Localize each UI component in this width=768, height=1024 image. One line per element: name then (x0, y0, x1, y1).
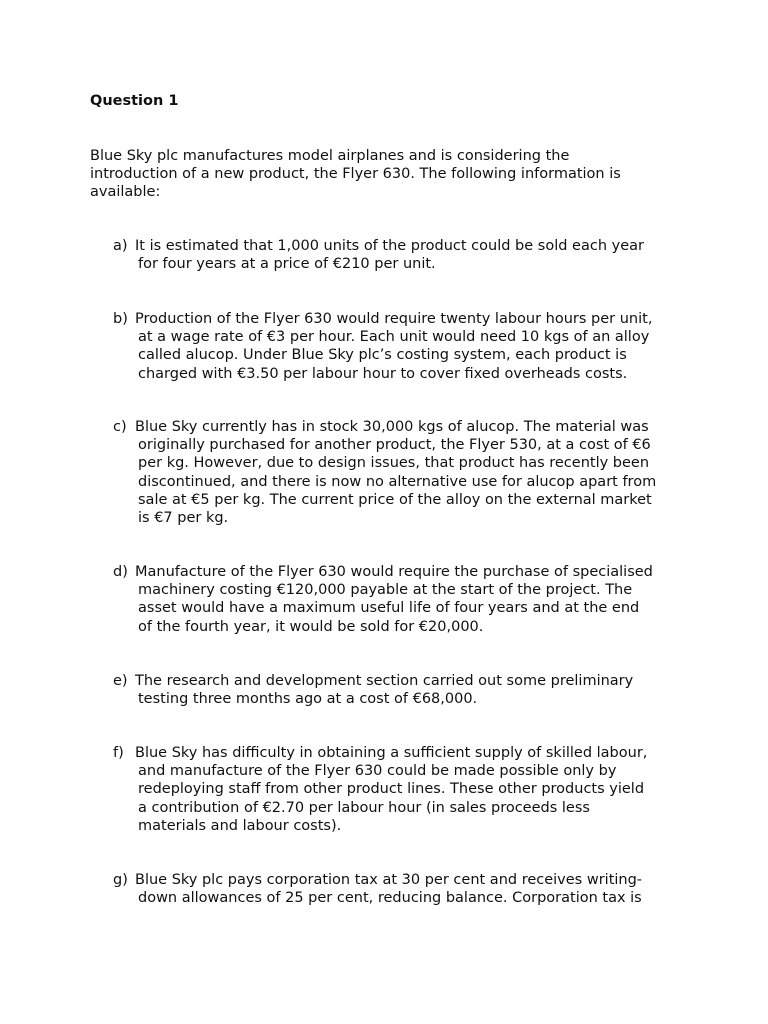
item-line: Blue Sky plc pays corporation tax at 30 per cent and receives writing- (135, 872, 643, 888)
item-line: for four years at a price of €210 per unit. (138, 256, 436, 273)
item-line: It is estimated that 1,000 units of the product could be sold each year (135, 238, 644, 254)
list-item-f (113, 744, 713, 835)
intro-line: Blue Sky plc manufactures model airplanes and is considering the (90, 148, 570, 164)
item-line: of the fourth year, it would be sold for €20,000. (138, 618, 484, 635)
item-line: per kg. However, due to design issues, that product has recently been (138, 455, 650, 472)
intro-paragraph (90, 147, 690, 202)
list-item-g (113, 871, 713, 907)
list-item-e (113, 672, 713, 708)
item-line: Blue Sky has difficulty in obtaining a sufficient supply of skilled labour, (135, 745, 648, 761)
item-line: a contribution of €2.70 per labour hour (in sales proceeds less (138, 799, 590, 816)
item-line: asset would have a maximum useful life of four years and at the end (138, 600, 640, 617)
intro-line: introduction of a new product, the Flyer 630. The following information is (90, 166, 621, 183)
item-line: machinery costing €120,000 payable at the start of the project. The (138, 582, 633, 599)
item-letter: b) (113, 311, 128, 327)
item-letter: c) (113, 419, 127, 435)
list-item-b (113, 310, 713, 383)
list-item-c (113, 418, 713, 527)
item-line: Blue Sky currently has in stock 30,000 kgs of alucop. The material was (135, 419, 649, 435)
item-letter: f) (113, 745, 124, 761)
item-letter: d) (113, 564, 128, 580)
item-letter: g) (113, 872, 128, 888)
item-line: discontinued, and there is now no alternative use for alucop apart from (138, 473, 657, 490)
item-letter: e) (113, 673, 128, 689)
item-line: Manufacture of the Flyer 630 would require the purchase of specialised (135, 564, 653, 580)
item-line: down allowances of 25 per cent, reducing balance. Corporation tax is (138, 890, 642, 907)
item-line: and manufacture of the Flyer 630 could be made possible only by (138, 763, 617, 780)
intro-line: available: (90, 184, 161, 201)
item-line: charged with €3.50 per labour hour to cover fixed overheads costs. (138, 365, 628, 382)
item-line: materials and labour costs). (138, 817, 342, 834)
question-heading: Question 1 (90, 93, 179, 109)
item-line: called alucop. Under Blue Sky plc’s costing system, each product is (138, 347, 627, 364)
item-line: sale at €5 per kg. The current price of the alloy on the external market (138, 491, 652, 508)
item-line: The research and development section carried out some preliminary (135, 673, 634, 689)
list-item-d (113, 563, 713, 636)
item-line: Production of the Flyer 630 would require twenty labour hours per unit, (135, 311, 653, 327)
list-item-a (113, 237, 713, 273)
item-line: redeploying staff from other product lines. These other products yield (138, 781, 645, 798)
item-line: is €7 per kg. (138, 510, 229, 527)
item-letter: a) (113, 238, 128, 254)
item-line: testing three months ago at a cost of €68,000. (138, 691, 478, 708)
item-line: originally purchased for another product, the Flyer 530, at a cost of €6 (138, 437, 651, 454)
item-line: at a wage rate of €3 per hour. Each unit would need 10 kgs of an alloy (138, 329, 650, 346)
